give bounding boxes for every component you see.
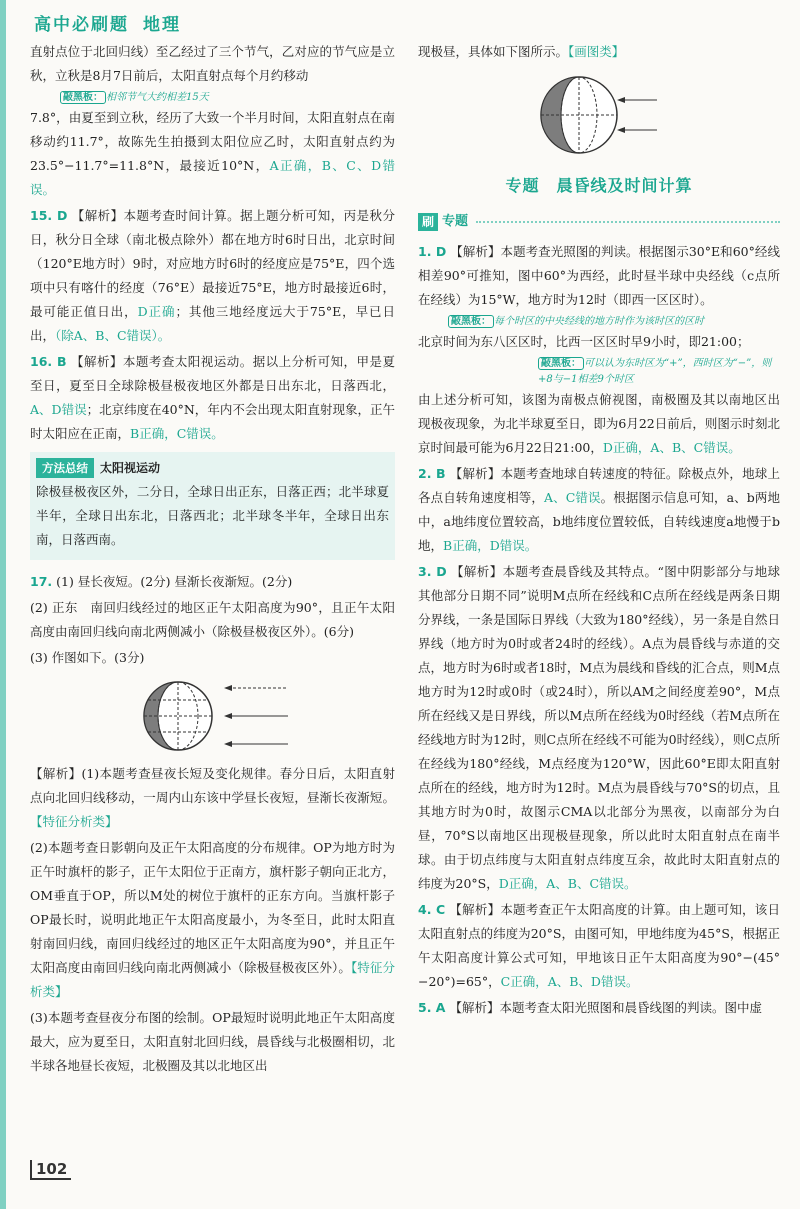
explanation-3: (3)本题考查昼夜分布图的绘制。OP最短时说明此地正午太阳高度最大，应为夏至日，太阳直射北回归线，晨昏线与北极圈相切，北半球各地昼长夜短，北极圈及其以北地区出: [30, 1010, 395, 1073]
subject-title: 地理: [143, 15, 181, 35]
page-header: [34, 10, 181, 35]
method-summary-box: [30, 452, 395, 560]
method-name: 太阳视运动: [100, 461, 161, 475]
answer-16: 16. B 【解析】本题考查太阳视运动。据以上分析可知，甲是夏至日，夏至日全球除极昼极夜地区外都是日出东北，日落西北，A、D错误；北京纬度在40°N，年内不会出现太阳直射现象，正午时太阳应在正南，B正确，C错误。: [30, 354, 395, 441]
answer-17-part3: (3) 作图如下。(3分): [30, 650, 145, 665]
paragraph: 由上述分析可知，该图为南极点俯视图，南极圈及其以南地区出现极夜现象，为北半球夏至日，即为6月22日前后，则图示时刻北京时间最可能为6月22日21:00，D正确，A、B、C错误。: [418, 392, 780, 455]
explanation-1: 【解析】(1)本题考查昼夜长短及变化规律。春分日后，太阳直射点向北回归线移动，一周内山东该中学昼长夜短，昼渐长夜渐短。【特征分析类】: [30, 766, 395, 829]
margin-note: 敲黑板： 相邻节气大约相差15天: [60, 90, 395, 106]
answer-2: 2. B 【解析】本题考查地球自转速度的特征。除极点外，地球上各点自转角速度相等，A、C错误。根据图示信息可知，a、b两地中，a地纬度位置较高，b地纬度位置较低，自转线速度a地慢于b地，B正确，D错误。: [418, 466, 780, 553]
divider: [476, 221, 780, 223]
page-number: 102: [30, 1160, 71, 1180]
paragraph: 现极昼，具体如下图所示。【画图类】: [418, 44, 625, 59]
section-header: [418, 210, 780, 234]
edge-bar: [0, 0, 6, 1209]
earth-illumination-diagram: [128, 676, 298, 756]
paragraph: 7.8°，由夏至到立秋，经历了大致一个半月时间，太阳直射点在南移动约11.7°，故陈先生拍摄到太阳位应乙时，太阳直射点约为23.5°−11.7°=11.8°N，最接近10°N，A正确，B、C、D错误。: [30, 110, 395, 197]
section-label: 专题: [442, 214, 469, 229]
answer-15: 15. D 【解析】本题考查时间计算。据上题分析可知，丙是秋分日，秋分日全球（南北极点除外）都在地方时6时日出，北京时间（120°E地方时）9时，对应地方时6时的经度应是75°E，四个选项中只有喀什的经度（76°E）最接近75°E，地方时最接近6时，最可能正值日出，D正确；其他三地经度远大于75°E，早已日出，（除A、B、C错误）。: [30, 208, 395, 343]
paragraph: 北京时间为东八区区时，比西一区区时早9小时，即21:00；: [418, 334, 750, 349]
answer-4: 4. C 【解析】本题考查正午太阳高度的计算。由上题可知，该日太阳直射点的纬度为20°S，由图可知，甲地纬度为45°S，根据正午太阳高度计算公式可知，甲地该日正午太阳高度为90°−(45°−20°)=65°，C正确，A、B、D错误。: [418, 902, 780, 989]
method-label: 方法总结: [36, 458, 94, 478]
margin-note: 敲黑板： 每个时区的中央经线的地方时作为该时区的区时: [448, 314, 780, 330]
explanation-2: (2)本题考查日影朝向及正午太阳高度的分布规律。OP为地方时为正午时旗杆的影子，正午太阳位于正南方，旗杆影子朝向正北方，OM垂直于OP，所以M处的树位于旗杆的正东方向。当旗杆影子OP最长时，说明此地正午太阳高度最小，为冬至日，此时太阳直射南回归线，南回归线经过的地区正午太阳高度为90°，并且正午太阳高度由南回归线向南北两侧减小（除极昼极夜区外）。【特征分析类】: [30, 840, 395, 999]
answer-17-part1: 17. (1) 昼长夜短。(2分) 昼渐长夜渐短。(2分): [30, 574, 293, 589]
topic-title: 专题 晨昏线及时间计算: [505, 176, 693, 195]
answer-17-part2: (2) 正东 南回归线经过的地区正午太阳高度为90°，且正午太阳高度由南回归线向南北两侧减小（除极昼极夜区外）。(6分): [30, 600, 395, 639]
answer-5: 5. A 【解析】本题考查太阳光照图和晨昏线图的判读。图中虚: [418, 1000, 762, 1015]
paragraph: 直射点位于北回归线）至乙经过了三个节气，乙对应的节气应是立秋，立秋是8月7日前后，太阳直射点每个月约移动: [30, 44, 395, 83]
margin-note: 敲黑板： 可以认为东时区为“+”，西时区为“−”，则+8与−1相差9个时区: [538, 358, 772, 385]
polar-view-diagram: [539, 70, 659, 160]
section-badge: 刷: [418, 213, 438, 231]
series-title: 高中必刷题: [34, 15, 129, 35]
right-column: [418, 40, 780, 1022]
left-column: [30, 40, 395, 1080]
method-text: 除极昼极夜区外，二分日，全球日出正东，日落正西；北半球夏半年，全球日出东北，日落西北；北半球冬半年，全球日出东南，日落西南。: [36, 484, 389, 547]
answer-1: 1. D 【解析】本题考查光照图的判读。根据图示30°E和60°经线相差90°可推知，图中60°为西经，此时昼半球中央经线（c点所在经线）为15°W，地方时为12时（即西一区区时）。: [418, 244, 780, 307]
answer-3: 3. D 【解析】本题考查晨昏线及其特点。“图中阴影部分与地球其他部分日期不同”说明M点所在经线和C点所在经线是两条日期分界线，一条是国际日界线（大致为180°经线），另一条是自然日界线（地方时为0时或者24时的经线）。A点为晨昏线与赤道的交点，地方时为6时或者18时，M点为晨线和昏线的汇合点，则M点地方时为12时或0时（或24时），所以AM之间经度差90°，M点所在经线又是日界线，所以M点所在经线为0时经线（若M点所在经线地方时为12时，则C点所在经线不可能为0时经线），则C点所在经线为180°经线，M点经度为120°W，因此60°E即太阳直射点所在的经线，地方时为12时。M点为晨昏线与70°S的切点，且其地方时为0时，故图示CMA以北部分为黑夜，以南部分为白昼，70°S以南地区出现极昼现象，所以此时太阳直射点在南半球。由于切点纬度与太阳直射点纬度互余，故此时太阳直射点的纬度为20°S，D正确，A、B、C错误。: [418, 564, 780, 891]
